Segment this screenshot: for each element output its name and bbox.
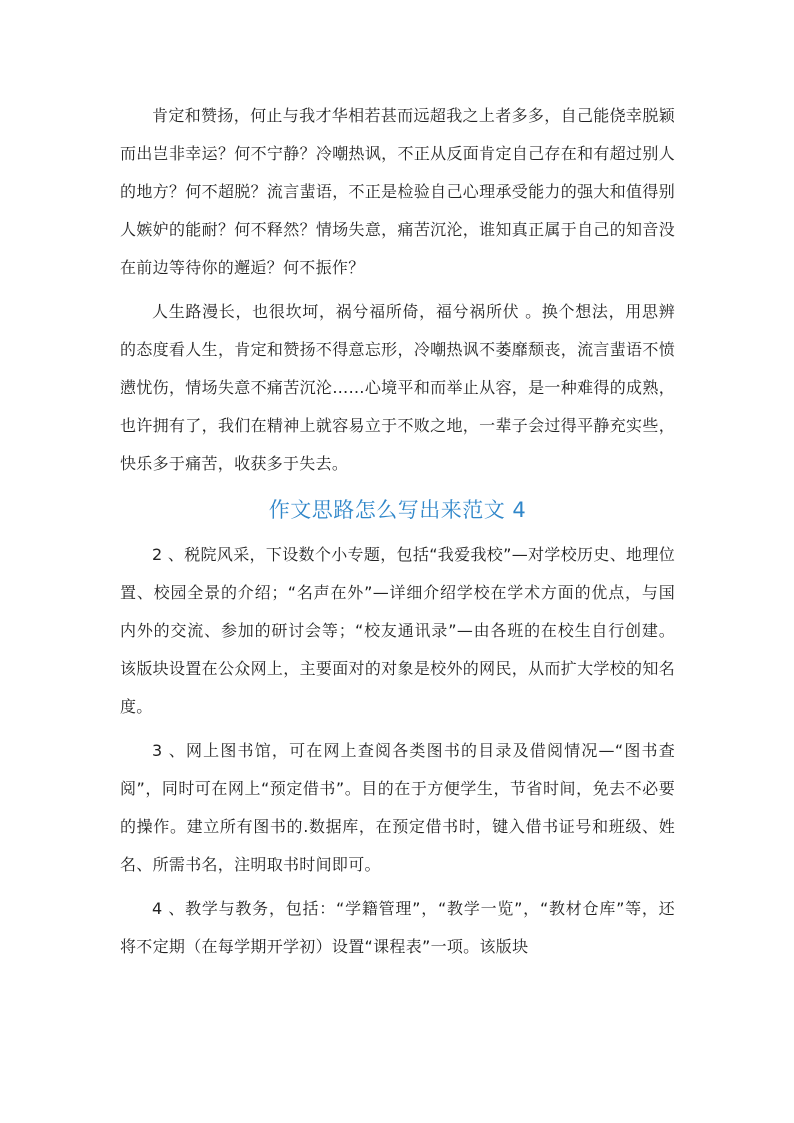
paragraph-perspective: 肯定和赞扬，何止与我才华相若甚而远超我之上者多多，自己能侥幸脱颖而出岂非幸运？何不宁静？冷嘲热讽，不正从反面肯定自己存在和有超过别人的地方？何不超脱？流言蜚语，不正是检验自己心理承受能力的强大和值得别人嫉妒的能耐？何不释然？情场失意，痛苦沉沦，谁知真正属于自己的知音没在前边等待你的邂逅？何不振作？: [120, 106, 675, 277]
paragraph-item-3: 3 、网上图书馆，可在网上查阅各类图书的目录及借阅情况—“图书查阅”，同时可在网上“预定借书”。目的在于方便学生，节省时间，免去不必要的操作。建立所有图书的.数据库，在预定借书时，键入借书证号和班级、姓名、所需书名，注明取书时间即可。: [120, 741, 675, 874]
section-heading: 作文思路怎么写出来范文 4: [268, 498, 527, 522]
paragraph-item-2: 2 、税院风采，下设数个小专题，包括“我爱我校”—对学校历史、地理位置、校园全景的介绍；“名声在外”—详细介绍学校在学术方面的优点，与国内外的交流、参加的研讨会等；“校友通讯录”—由各班的在校生自行创建。该版块设置在公众网上，主要面对的对象是校外的网民，从而扩大学校的知名度。: [120, 545, 675, 716]
paragraph-item-4: 4 、教学与教务，包括：“学籍管理”，“教学一览”，“教材仓库”等，还将不定期（在每学期开学初）设置“课程表”一项。该版块: [120, 899, 675, 956]
document-page: [120, 97, 675, 966]
paragraph-life-road: 人生路漫长，也很坎坷，祸兮福所倚，福兮祸所伏 。换个想法，用思辨的态度看人生，肯定和赞扬不得意忘形，冷嘲热讽不萎靡颓丧，流言蜚语不愤懑忧伤，情场失意不痛苦沉沦……心境平和而举止从容，是一种难得的成熟，也许拥有了，我们在精神上就容易立于不败之地，一辈子会过得平静充实些，快乐多于痛苦，收获多于失去。: [120, 302, 675, 473]
